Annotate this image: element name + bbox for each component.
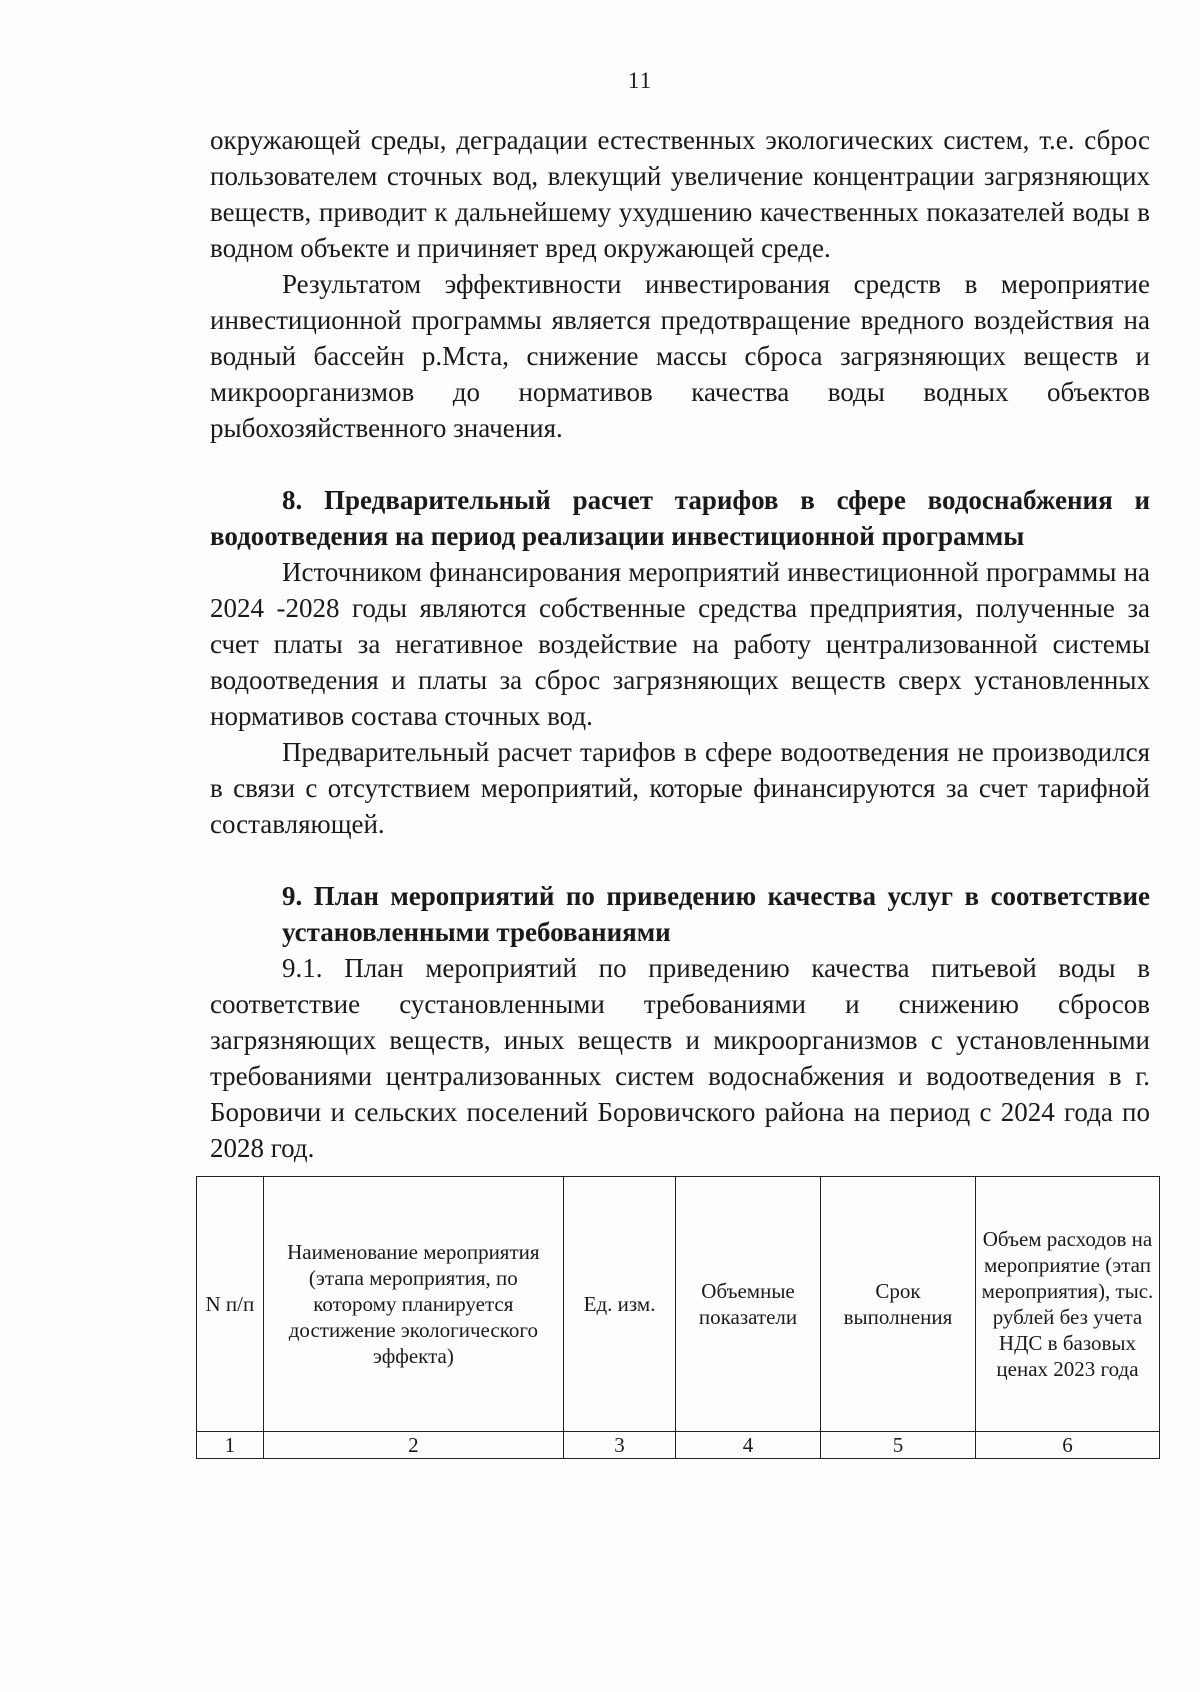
section-spacer (210, 446, 1150, 482)
column-number-cell: 6 (975, 1432, 1159, 1459)
header-unit: Ед. изм. (564, 1177, 676, 1432)
plan-table (196, 1176, 1160, 1459)
paragraph-investment-result: Результатом эффективности инвестирования средств в мероприятие инвестиционной программы является предотвращение вредного воздействия на водный бассейн р.Мста, снижение массы сброса загрязняющих веществ и микроорганизмов до нормативов качества воды водных объектов рыбохозяйственного значения. (210, 269, 1150, 443)
header-number: N п/п (197, 1177, 264, 1432)
header-term: Срок выполнения (820, 1177, 975, 1432)
paragraph-continuation: окружающей среды, деградации естественных экологических систем, т.е. сброс пользователем сточных вод, влекущий увеличение концентрации загрязняющих веществ, приводит к дальнейшему ухудшению качественных показателей воды в водном объекте и причиняет вред окружающей среде. (210, 125, 1150, 263)
section-9-heading: 9. План мероприятий по приведению качества услуг в соответствие установленными требованиями (282, 881, 1150, 947)
table-numbering-row (197, 1432, 1160, 1459)
page-number: 11 (627, 68, 653, 93)
header-name: Наименование мероприятия (этапа мероприятия, по которому планируется достижение экологического эффекта) (263, 1177, 563, 1432)
section-9-paragraph-plan: 9.1. План мероприятий по приведению качества питьевой воды в соответствие сустановленными требованиями и снижению сбросов загрязняющих веществ, иных веществ и микроорганизмов с установленными требованиями централизованных систем водоснабжения и водоотведения в г. Боровичи и сельских поселений Боровичского района на период с 2024 года по 2028 год. (210, 953, 1150, 1163)
column-number-cell: 3 (564, 1432, 676, 1459)
section-spacer (210, 842, 1150, 878)
column-number-cell: 5 (820, 1432, 975, 1459)
table-header-row (197, 1177, 1160, 1432)
header-volume: Объемные показатели (676, 1177, 821, 1432)
section-8-paragraph-tariff: Предварительный расчет тарифов в сфере водоотведения не производился в связи с отсутствием мероприятий, которые финансируются за счет тарифной составляющей. (210, 737, 1150, 839)
document-body (210, 122, 1150, 1166)
section-8-heading: 8. Предварительный расчет тарифов в сфере водоснабжения и водоотведения на период реализации инвестиционной программы (210, 485, 1150, 551)
column-number-cell: 4 (676, 1432, 821, 1459)
column-number-cell: 2 (263, 1432, 563, 1459)
column-number-cell: 1 (197, 1432, 264, 1459)
section-8-paragraph-financing: Источником финансирования мероприятий инвестиционной программы на 2024 -2028 годы являются собственные средства предприятия, полученные за счет платы за негативное воздействие на работу централизованной системы водоотведения и платы за сброс загрязняющих веществ сверх установленных нормативов состава сточных вод. (210, 557, 1150, 731)
header-cost: Объем расходов на мероприятие (этап мероприятия), тыс. рублей без учета НДС в базовых ценах 2023 года (975, 1177, 1159, 1432)
